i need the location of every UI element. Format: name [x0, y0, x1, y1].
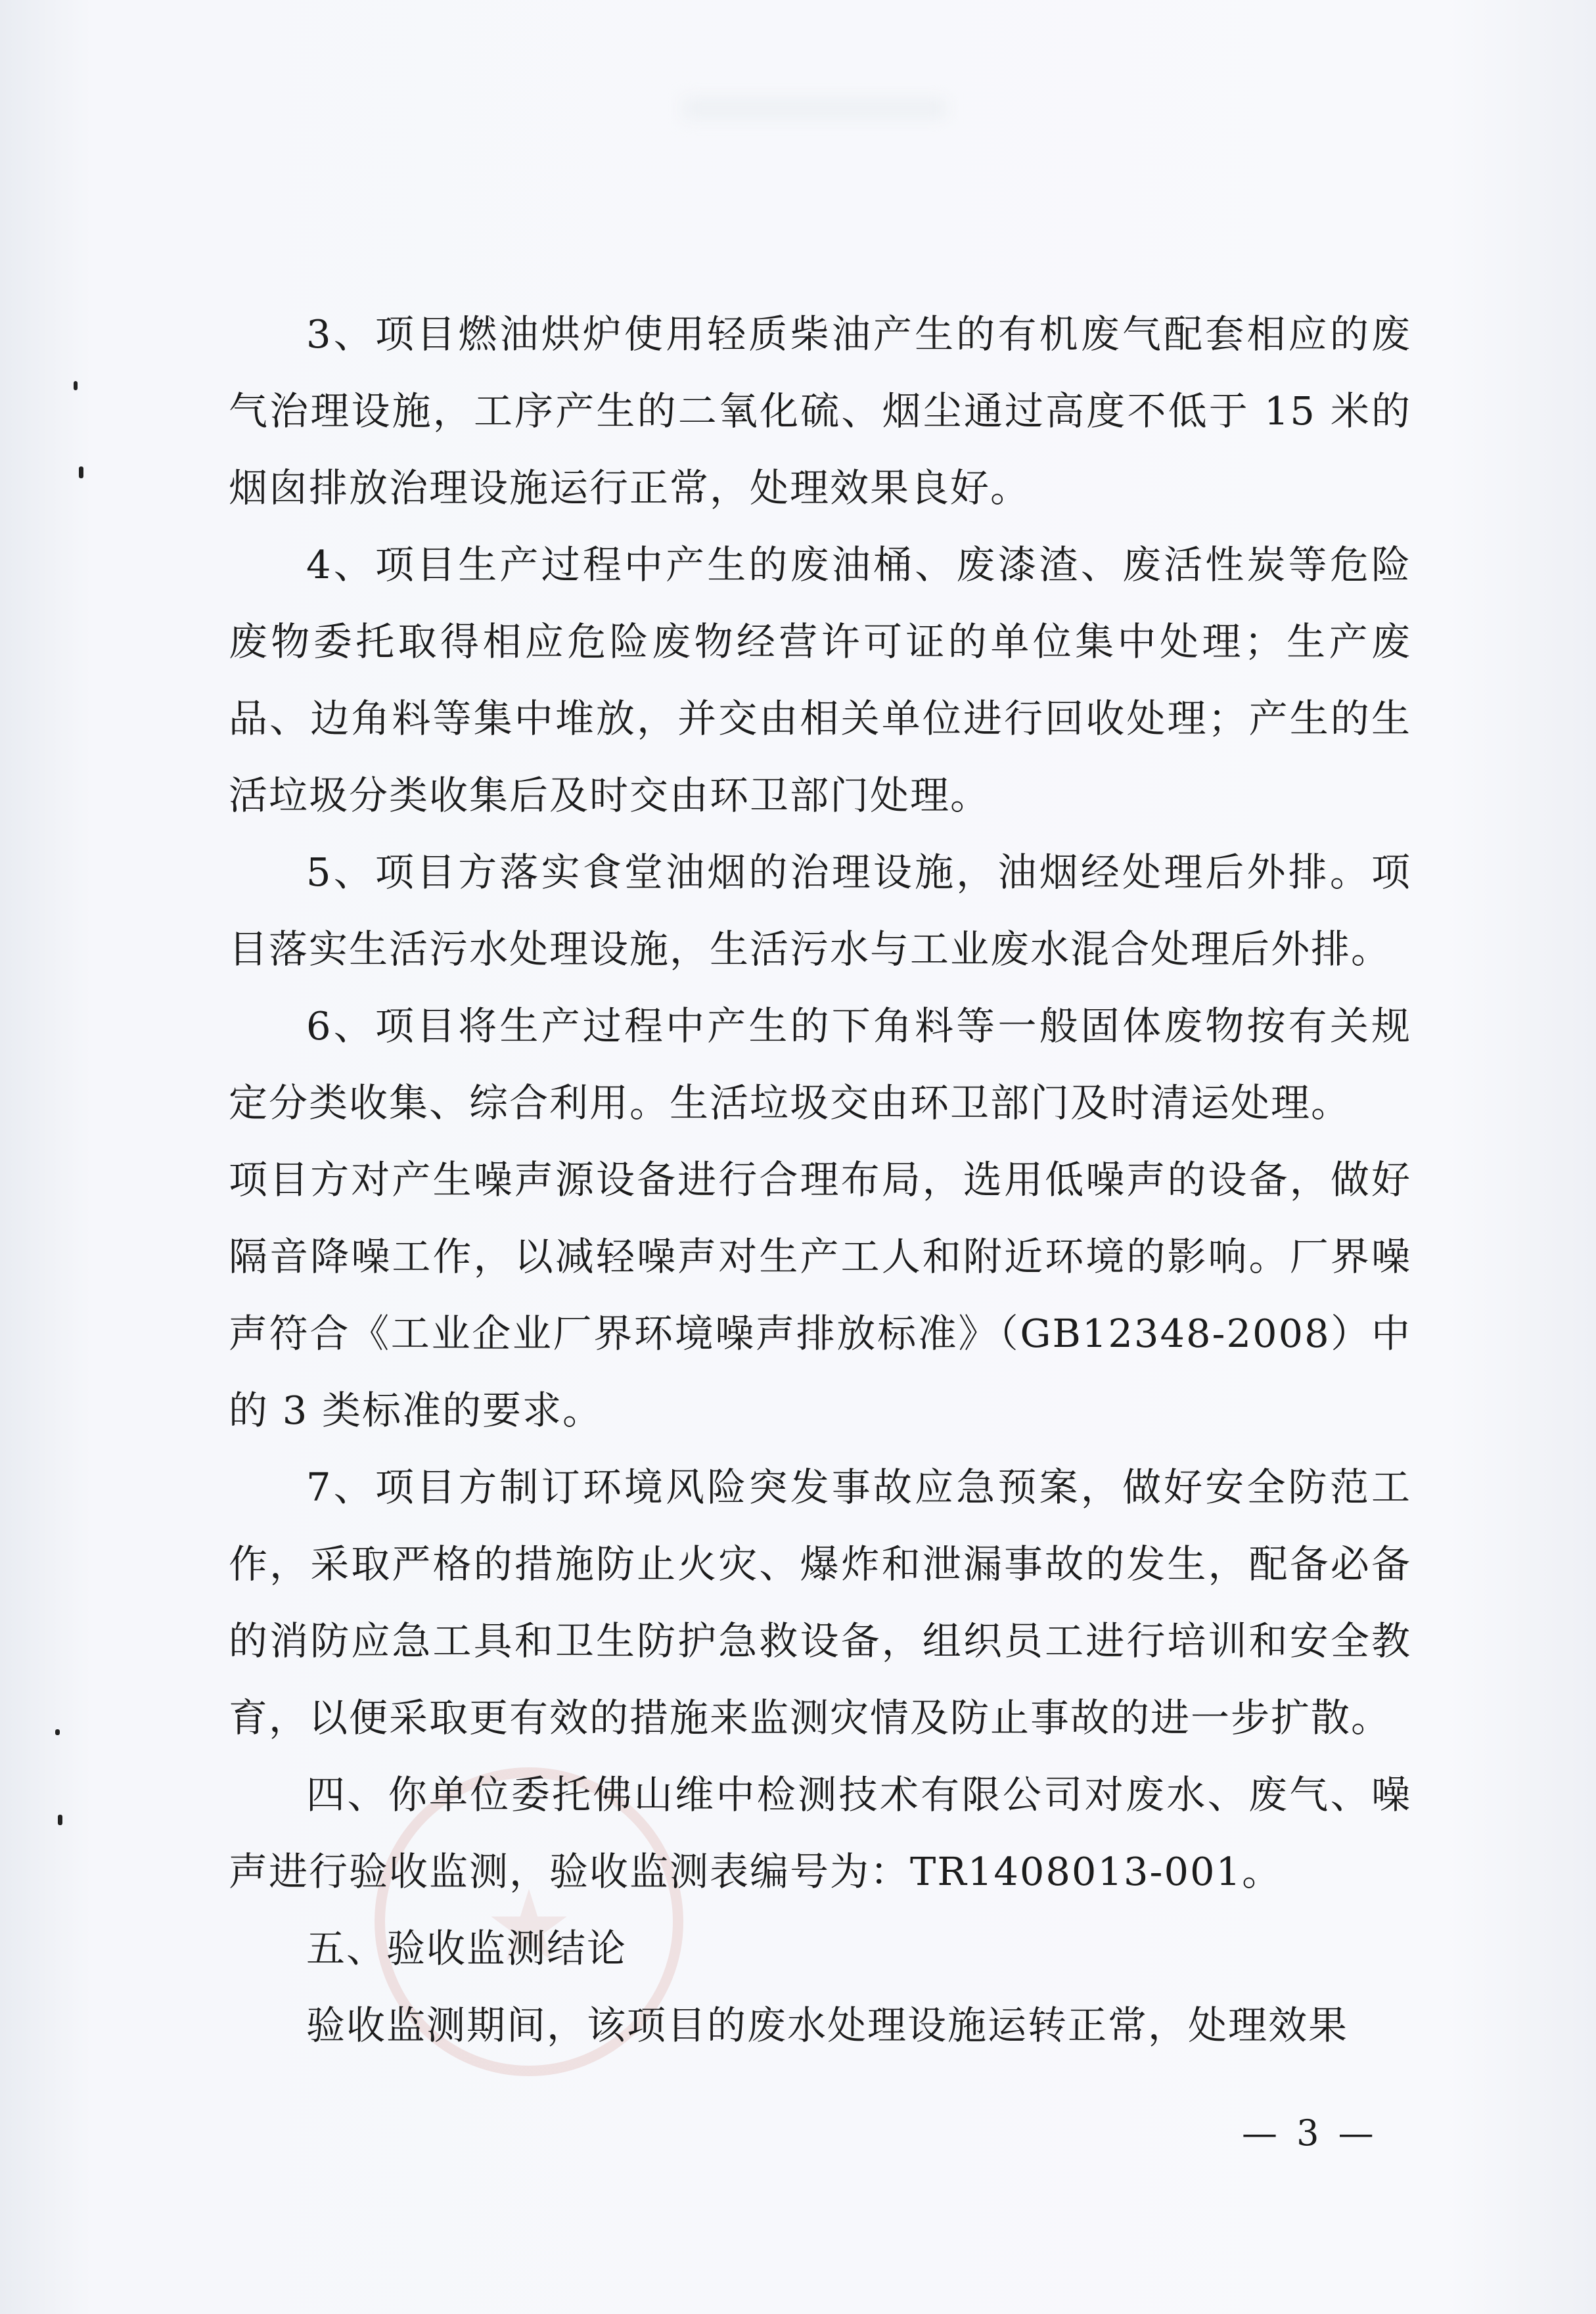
section-heading-five: 五、验收监测结论: [306, 1926, 627, 1971]
binding-hole-mark: [58, 1815, 62, 1825]
paragraph-monitoring-conclusion: 验收监测期间，该项目的废水处理设施运转正常，处理效果: [306, 2003, 1349, 2048]
paragraph-item-7: 7、项目方制订环境风险突发事故应急预案，做好安全防范工作，采取严格的措施防止火灾、爆炸和泄漏事故的发生，配备必备的消防应急工具和卫生防护急救设备，组织员工进行培训和安全教育，以便采取更有效的措施来监测灾情及防止事故的进一步扩散。: [229, 1464, 1411, 1740]
paragraph-item-4: 4、项目生产过程中产生的废油桶、废漆渣、废活性炭等危险废物委托取得相应危险废物经营许可证的单位集中处理；生产废品、边角料等集中堆放，并交由相关单位进行回收处理；产生的生活垃圾分类收集后及时交由环卫部门处理。: [229, 542, 1411, 818]
paragraph-item-5: 5、项目方落实食堂油烟的治理设施，油烟经处理后外排。项目落实生活污水处理设施，生活污水与工业废水混合处理后外排。: [229, 850, 1411, 972]
binding-hole-mark: [74, 381, 78, 390]
page-number: — 3 —: [1242, 2112, 1378, 2154]
paragraph-item-6: 6、项目将生产过程中产生的下角料等一般固体废物按有关规定分类收集、综合利用。生活垃圾交由环卫部门及时清运处理。: [229, 1003, 1411, 1125]
paragraph-section-four: 四、你单位委托佛山维中检测技术有限公司对废水、废气、噪声进行验收监测，验收监测表编号为：TR1408013-001。: [229, 1772, 1411, 1894]
paragraph-item-3: 3、项目燃油烘炉使用轻质柴油产生的有机废气配套相应的废气治理设施，工序产生的二氧化硫、烟尘通过高度不低于 15 米的烟囱排放治理设施运行正常，处理效果良好。: [229, 311, 1411, 510]
binding-hole-mark: [79, 466, 83, 478]
paragraph-noise-control: 项目方对产生噪声源设备进行合理布局，选用低噪声的设备，做好隔音降噪工作，以减轻噪声对生产工人和附近环境的影响。厂界噪声符合《工业企业厂界环境噪声排放标准》（GB12348-2008）中的 3 类标准的要求。: [229, 1157, 1411, 1433]
binding-hole-mark: [55, 1729, 60, 1735]
document-body: [229, 296, 1411, 2064]
scan-shadow: [683, 99, 946, 118]
